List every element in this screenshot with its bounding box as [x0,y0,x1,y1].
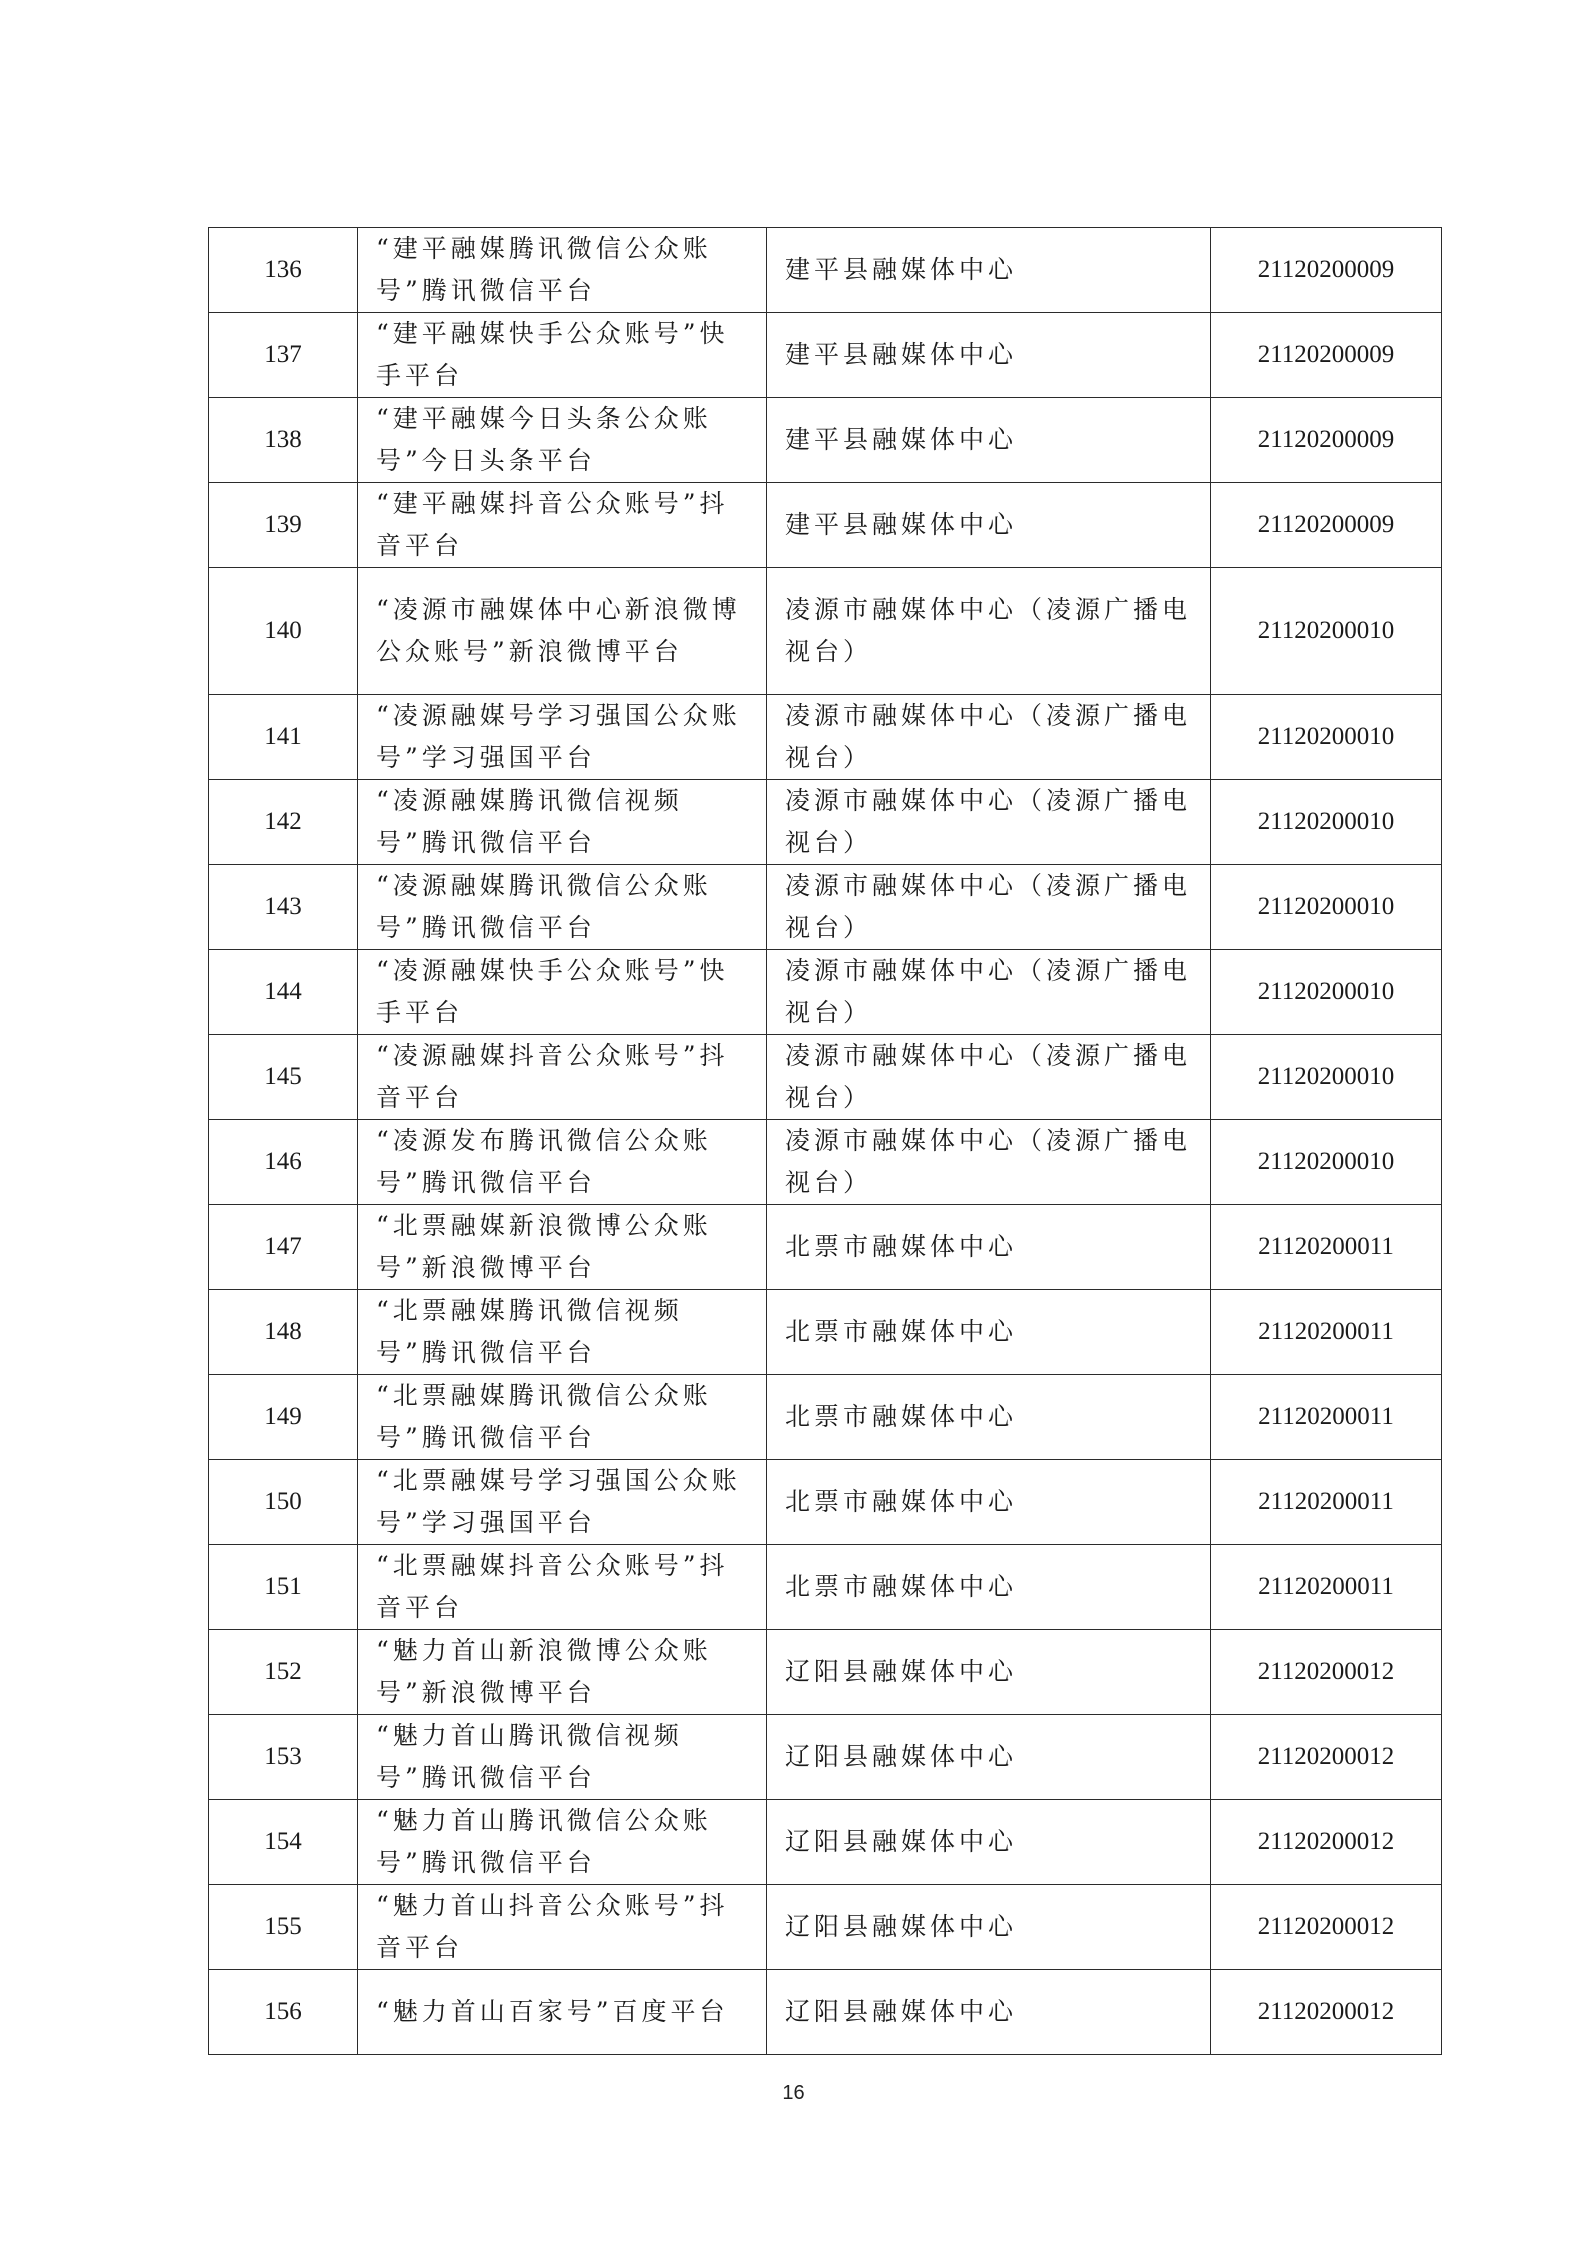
license-code: 21120200010 [1211,695,1442,780]
operating-unit: 凌源市融媒体中心（凌源广播电视台） [767,1035,1211,1120]
row-number: 147 [209,1205,358,1290]
row-number: 141 [209,695,358,780]
license-code: 21120200009 [1211,228,1442,313]
table-row [209,1375,1442,1460]
operating-unit: 北票市融媒体中心 [767,1205,1211,1290]
account-name: “魅力首山腾讯微信公众账号”腾讯微信平台 [358,1800,767,1885]
license-code: 21120200010 [1211,1035,1442,1120]
account-name: “建平融媒抖音公众账号”抖音平台 [358,483,767,568]
table-row [209,1970,1442,2055]
account-name: “北票融媒新浪微博公众账号”新浪微博平台 [358,1205,767,1290]
table-row [209,313,1442,398]
account-name: “凌源融媒抖音公众账号”抖音平台 [358,1035,767,1120]
license-code: 21120200010 [1211,1120,1442,1205]
table-row [209,865,1442,950]
license-code: 21120200009 [1211,313,1442,398]
row-number: 154 [209,1800,358,1885]
operating-unit: 凌源市融媒体中心（凌源广播电视台） [767,950,1211,1035]
account-name: “凌源融媒腾讯微信公众账号”腾讯微信平台 [358,865,767,950]
account-name: “建平融媒腾讯微信公众账号”腾讯微信平台 [358,228,767,313]
row-number: 152 [209,1630,358,1715]
operating-unit: 北票市融媒体中心 [767,1460,1211,1545]
operating-unit: 辽阳县融媒体中心 [767,1885,1211,1970]
account-name: “凌源融媒腾讯微信视频号”腾讯微信平台 [358,780,767,865]
operating-unit: 建平县融媒体中心 [767,313,1211,398]
operating-unit: 凌源市融媒体中心（凌源广播电视台） [767,1120,1211,1205]
row-number: 145 [209,1035,358,1120]
operating-unit: 辽阳县融媒体中心 [767,1800,1211,1885]
row-number: 146 [209,1120,358,1205]
table-row [209,1715,1442,1800]
row-number: 137 [209,313,358,398]
operating-unit: 建平县融媒体中心 [767,398,1211,483]
table-row [209,695,1442,780]
table-row [209,228,1442,313]
table-row [209,1885,1442,1970]
table-row [209,1205,1442,1290]
account-name: “建平融媒快手公众账号”快手平台 [358,313,767,398]
license-code: 21120200011 [1211,1205,1442,1290]
license-code: 21120200012 [1211,1800,1442,1885]
operating-unit: 建平县融媒体中心 [767,228,1211,313]
license-code: 21120200010 [1211,865,1442,950]
license-code: 21120200012 [1211,1885,1442,1970]
account-name: “北票融媒号学习强国公众账号”学习强国平台 [358,1460,767,1545]
license-code: 21120200011 [1211,1545,1442,1630]
table-row [209,1545,1442,1630]
row-number: 139 [209,483,358,568]
row-number: 138 [209,398,358,483]
table-row [209,1800,1442,1885]
table-row [209,1035,1442,1120]
account-name: “魅力首山抖音公众账号”抖音平台 [358,1885,767,1970]
registry-table-body [209,228,1442,2055]
license-code: 21120200012 [1211,1630,1442,1715]
row-number: 155 [209,1885,358,1970]
table-row [209,1120,1442,1205]
row-number: 148 [209,1290,358,1375]
table-row [209,398,1442,483]
page-number: 16 [782,2082,805,2104]
account-name: “凌源市融媒体中心新浪微博公众账号”新浪微博平台 [358,568,767,695]
row-number: 151 [209,1545,358,1630]
table-row [209,950,1442,1035]
table-row [209,568,1442,695]
license-code: 21120200012 [1211,1715,1442,1800]
account-name: “北票融媒腾讯微信视频号”腾讯微信平台 [358,1290,767,1375]
table-row [209,780,1442,865]
table-row [209,1460,1442,1545]
license-code: 21120200011 [1211,1460,1442,1545]
account-name: “魅力首山百家号”百度平台 [358,1970,767,2055]
license-code: 21120200010 [1211,780,1442,865]
account-name: “北票融媒腾讯微信公众账号”腾讯微信平台 [358,1375,767,1460]
operating-unit: 北票市融媒体中心 [767,1545,1211,1630]
row-number: 140 [209,568,358,695]
row-number: 150 [209,1460,358,1545]
license-code: 21120200011 [1211,1290,1442,1375]
account-name: “凌源发布腾讯微信公众账号”腾讯微信平台 [358,1120,767,1205]
row-number: 156 [209,1970,358,2055]
operating-unit: 凌源市融媒体中心（凌源广播电视台） [767,780,1211,865]
account-name: “魅力首山腾讯微信视频号”腾讯微信平台 [358,1715,767,1800]
operating-unit: 辽阳县融媒体中心 [767,1630,1211,1715]
operating-unit: 辽阳县融媒体中心 [767,1970,1211,2055]
account-name: “北票融媒抖音公众账号”抖音平台 [358,1545,767,1630]
account-name: “魅力首山新浪微博公众账号”新浪微博平台 [358,1630,767,1715]
license-code: 21120200012 [1211,1970,1442,2055]
row-number: 143 [209,865,358,950]
license-code: 21120200009 [1211,398,1442,483]
account-name: “凌源融媒号学习强国公众账号”学习强国平台 [358,695,767,780]
table-row [209,1630,1442,1715]
operating-unit: 北票市融媒体中心 [767,1375,1211,1460]
operating-unit: 凌源市融媒体中心（凌源广播电视台） [767,865,1211,950]
row-number: 144 [209,950,358,1035]
operating-unit: 北票市融媒体中心 [767,1290,1211,1375]
table-row [209,1290,1442,1375]
row-number: 153 [209,1715,358,1800]
license-code: 21120200010 [1211,568,1442,695]
operating-unit: 建平县融媒体中心 [767,483,1211,568]
license-code: 21120200011 [1211,1375,1442,1460]
operating-unit: 辽阳县融媒体中心 [767,1715,1211,1800]
account-name: “凌源融媒快手公众账号”快手平台 [358,950,767,1035]
row-number: 142 [209,780,358,865]
license-code: 21120200009 [1211,483,1442,568]
table-row [209,483,1442,568]
operating-unit: 凌源市融媒体中心（凌源广播电视台） [767,568,1211,695]
row-number: 149 [209,1375,358,1460]
license-code: 21120200010 [1211,950,1442,1035]
row-number: 136 [209,228,358,313]
registry-table [208,227,1442,2055]
operating-unit: 凌源市融媒体中心（凌源广播电视台） [767,695,1211,780]
account-name: “建平融媒今日头条公众账号”今日头条平台 [358,398,767,483]
